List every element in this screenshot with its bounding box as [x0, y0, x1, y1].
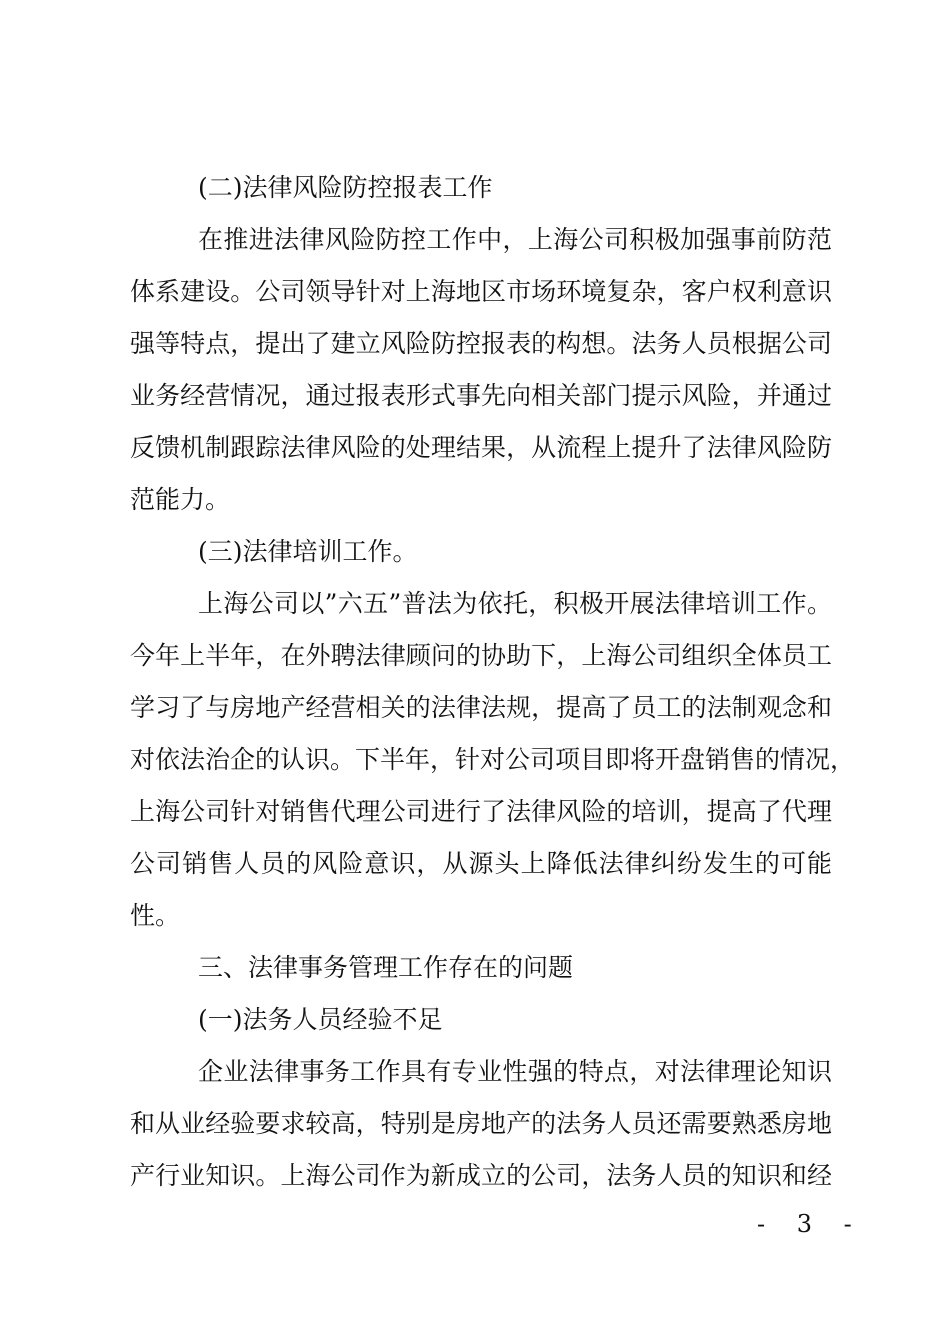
paragraph-line: 性。 — [130, 901, 181, 930]
document-body — [130, 162, 856, 1202]
paragraph-line: 学习了与房地产经营相关的法律法规，提高了员工的法制观念和 — [130, 693, 832, 722]
paragraph-line: 体系建设。公司领导针对上海地区市场环境复杂，客户权利意识 — [130, 277, 832, 306]
paragraph-line: 企业法律事务工作具有专业性强的特点，对法律理论知识 — [198, 1057, 832, 1086]
paragraph-line: 上海公司以”六五”普法为依托，积极开展法律培训工作。 — [198, 589, 832, 618]
paragraph-line: 在推进法律风险防控工作中，上海公司积极加强事前防范 — [198, 225, 832, 254]
paragraph-line: 范能力。 — [130, 485, 231, 514]
paragraph-line: 产行业知识。上海公司作为新成立的公司，法务人员的知识和经 — [130, 1161, 832, 1190]
paragraph-line: 业务经营情况，通过报表形式事先向相关部门提示风险，并通过 — [130, 381, 832, 410]
paragraph-line: 上海公司针对销售代理公司进行了法律风险的培训，提高了代理 — [130, 797, 832, 826]
paragraph-line: 公司销售人员的风险意识，从源头上降低法律纠纷发生的可能 — [130, 849, 832, 878]
section-heading: (二)法律风险防控报表工作 — [198, 173, 493, 202]
paragraph-line: 对依法治企的认识。下半年，针对公司项目即将开盘销售的情况， — [130, 745, 856, 774]
paragraph-line: 反馈机制跟踪法律风险的处理结果，从流程上提升了法律风险防 — [130, 433, 832, 462]
page-number: - 3 - — [757, 1210, 864, 1238]
section-heading: (三)法律培训工作。 — [198, 537, 418, 566]
paragraph-line: 今年上半年，在外聘法律顾问的协助下，上海公司组织全体员工 — [130, 641, 832, 670]
paragraph-line: 强等特点，提出了建立风险防控报表的构想。法务人员根据公司 — [130, 329, 832, 358]
chapter-heading: 三、法律事务管理工作存在的问题 — [198, 953, 574, 982]
paragraph-line: 和从业经验要求较高，特别是房地产的法务人员还需要熟悉房地 — [130, 1109, 832, 1138]
section-heading: (一)法务人员经验不足 — [198, 1005, 443, 1034]
